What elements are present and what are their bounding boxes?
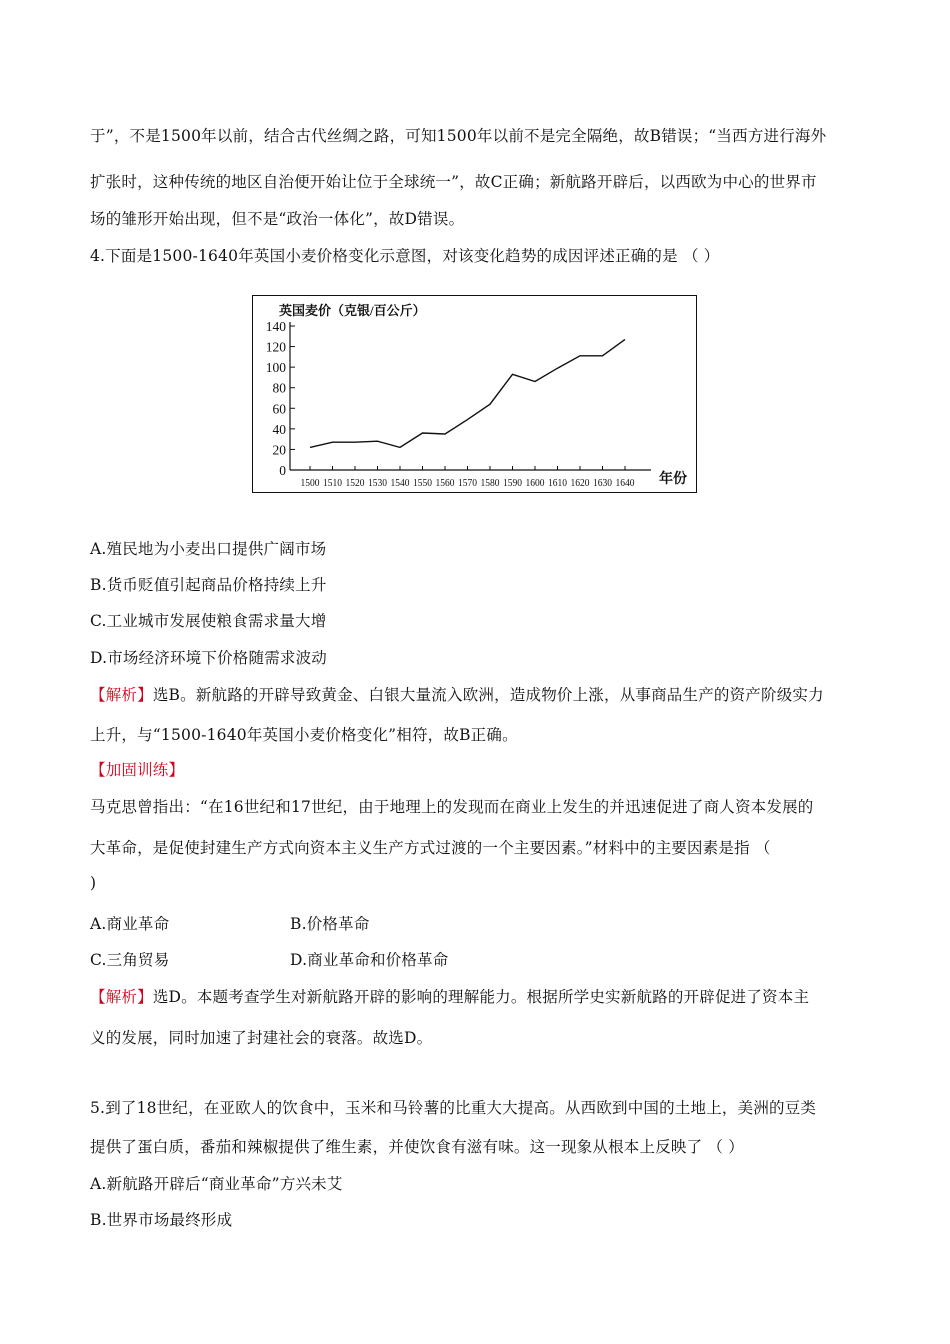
reinforce-question-line-1: 马克思曾指出：“在16世纪和17世纪，由于地理上的发现而在商业上发生的并迅速促进了商人资本发展的: [90, 798, 814, 816]
reinforce-analysis-text-1: 选D。本题考查学生对新航路开辟的影响的理解能力。根据所学史实新航路的开辟促进了资本主: [152, 988, 810, 1006]
y-tick-label: 20: [272, 442, 286, 458]
axes: [290, 322, 651, 470]
prev-answer-line-1: 于”，不是1500年以前，结合古代丝绸之路，可知1500年以前不是完全隔绝，故B错误；“当西方进行海外: [90, 127, 827, 145]
reinforce-analysis-tag: 【解析】: [90, 988, 153, 1006]
q4-option-d: D.市场经济环境下价格随需求波动: [90, 649, 328, 667]
x-tick-label: 1530: [368, 478, 387, 489]
x-tick-label: 1600: [525, 478, 545, 489]
reinforce-question-line-2: 大革命，是促使封建生产方式向资本主义生产方式过渡的一个主要因素。”材料中的主要因素是指 （: [90, 839, 771, 857]
tick-labels: [266, 319, 635, 489]
reinforce-question-line-3: ): [90, 874, 97, 892]
reinforce-option-b: B.价格革命: [290, 915, 370, 933]
x-tick-label: 1620: [570, 478, 590, 489]
x-tick-label: 1500: [300, 478, 320, 489]
question-5-line-1: 5.到了18世纪，在亚欧人的饮食中，玉米和马铃薯的比重大大提高。从西欧到中国的土地上，美洲的豆类: [90, 1099, 817, 1117]
prev-answer-line-3: 场的雏形开始出现，但不是“政治一体化”，故D错误。: [90, 210, 465, 228]
x-tick-label: 1570: [458, 478, 477, 489]
reinforce-option-c: C.三角贸易: [90, 951, 170, 969]
x-tick-label: 1590: [503, 478, 522, 489]
x-tick-label: 1560: [435, 478, 455, 489]
x-tick-label: 1580: [480, 478, 500, 489]
q4-analysis-line-1: [90, 683, 824, 705]
reinforce-option-d: D.商业革命和价格革命: [290, 951, 449, 969]
y-tick-label: 80: [272, 380, 286, 396]
reinforce-analysis-line-1: [90, 985, 809, 1007]
q5-option-a: A.新航路开辟后“商业革命”方兴未艾: [90, 1175, 343, 1193]
q4-option-a: A.殖民地为小麦出口提供广阔市场: [90, 540, 327, 558]
x-tick-label: 1610: [548, 478, 567, 489]
y-tick-label: 140: [265, 319, 286, 334]
x-tick-label: 1520: [345, 478, 365, 489]
prev-answer-line-2: 扩张时，这种传统的地区自治便开始让位于全球统一”，故C正确；新航路开辟后，以西欧为中心的世界市: [90, 173, 817, 191]
reinforce-option-a: A.商业革命: [90, 915, 170, 933]
wheat-price-chart: [252, 295, 697, 493]
y-tick-label: 120: [265, 339, 286, 355]
y-tick-label: 0: [279, 463, 286, 478]
y-tick-label: 60: [272, 401, 286, 417]
reinforce-analysis-line-2: 义的发展，同时加速了封建社会的衰落。故选D。: [90, 1029, 433, 1047]
x-tick-label: 1540: [390, 478, 410, 489]
x-tick-label: 1630: [593, 478, 612, 489]
series-line: [310, 339, 625, 447]
q4-analysis-tag: 【解析】: [90, 686, 153, 704]
reinforce-tag: 【加固训练】: [90, 761, 185, 779]
y-tick-label: 40: [272, 421, 286, 437]
x-tick-label: 1550: [413, 478, 432, 489]
question-4-stem: 4.下面是1500-1640年英国小麦价格变化示意图，对该变化趋势的成因评述正确的是 （ ）: [90, 247, 720, 265]
chart-svg: [253, 296, 695, 491]
q4-analysis-line-2: 上升，与“1500-1640年英国小麦价格变化”相符，故B正确。: [90, 726, 518, 744]
question-5-line-2: 提供了蛋白质，番茄和辣椒提供了维生素，并使饮食有滋有味。这一现象从根本上反映了 （ ）: [90, 1138, 744, 1156]
q4-analysis-text-1: 选B。新航路的开辟导致黄金、白银大量流入欧洲，造成物价上涨，从事商品生产的资产阶级实力: [152, 686, 824, 704]
y-tick-label: 100: [265, 360, 286, 376]
q5-option-b: B.世界市场最终形成: [90, 1211, 233, 1229]
x-tick-label: 1640: [615, 478, 635, 489]
q4-option-c: C.工业城市发展使粮食需求量大增: [90, 612, 327, 630]
q4-option-b: B.货币贬值引起商品价格持续上升: [90, 576, 327, 594]
x-axis-label: 年份: [659, 472, 687, 487]
chart-title: 英国麦价（克银/百公斤）: [279, 303, 426, 318]
x-tick-label: 1510: [323, 478, 342, 489]
